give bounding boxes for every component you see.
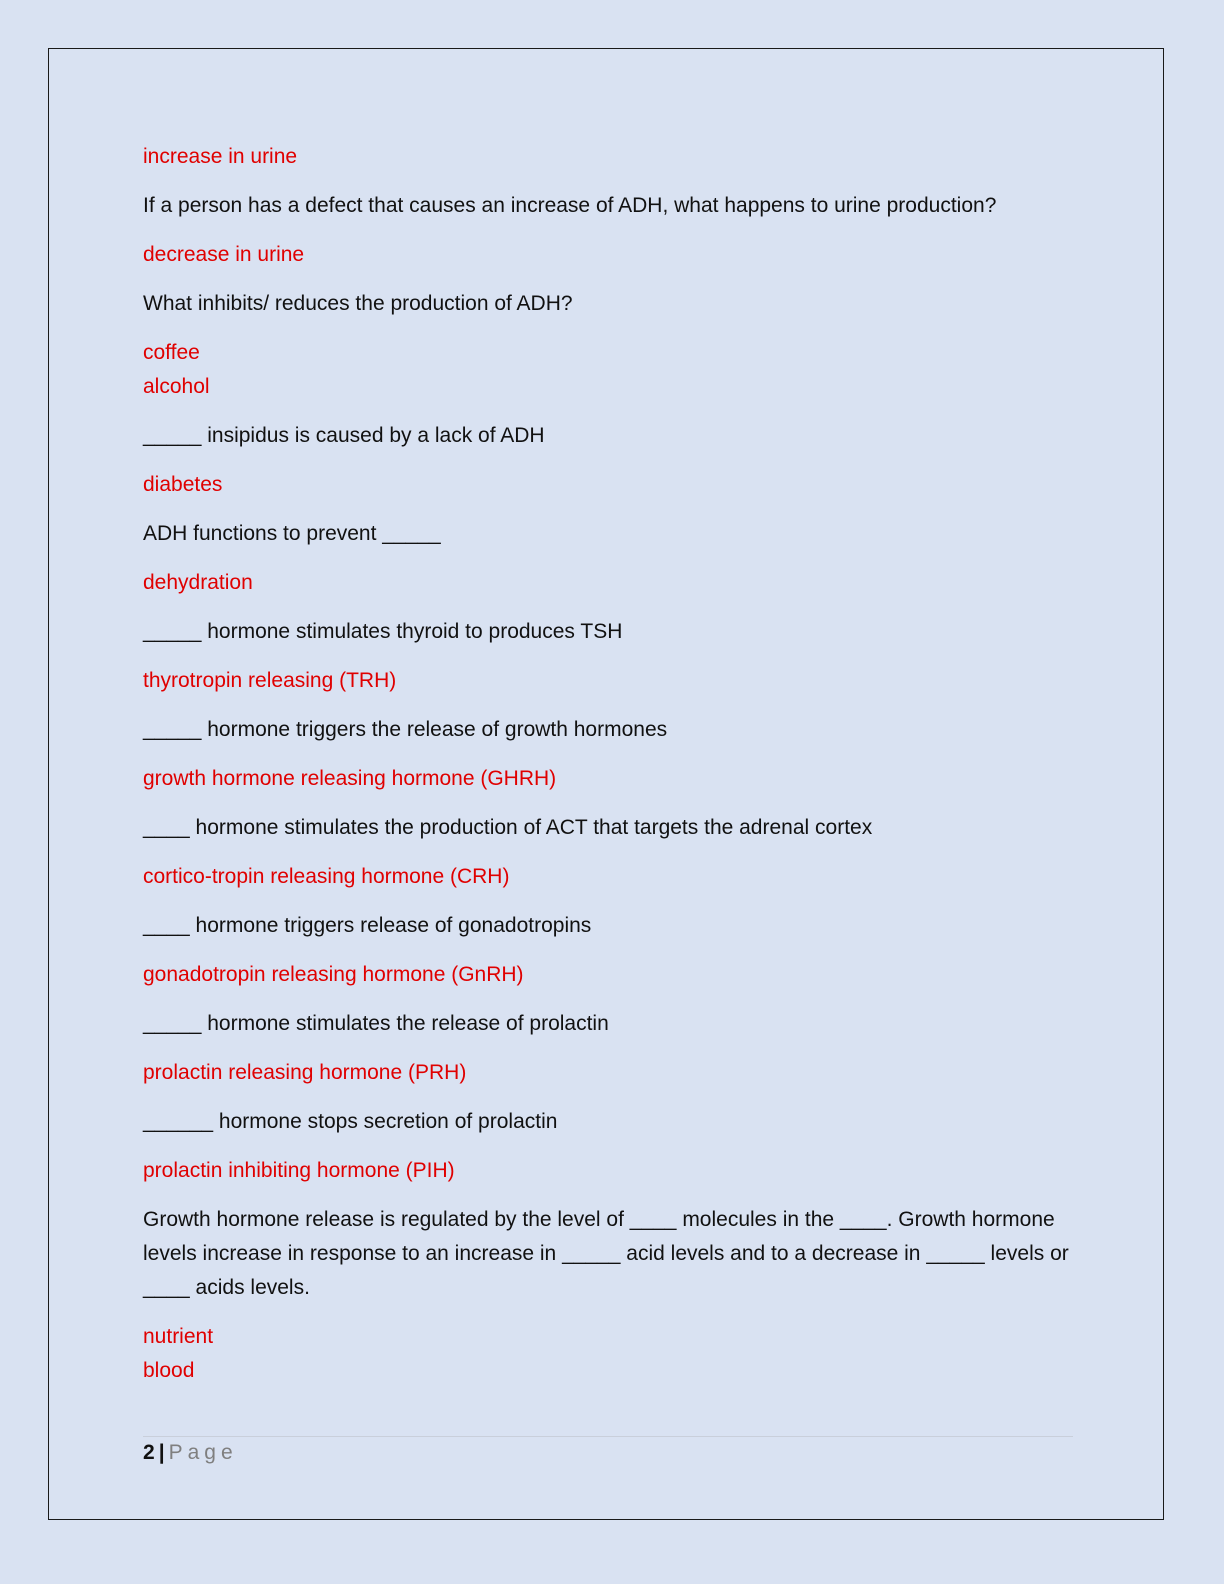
question-text: ADH functions to prevent _____ bbox=[143, 522, 441, 545]
page-footer bbox=[143, 1436, 1073, 1465]
question-text: ____ hormone stimulates the production of ACT that targets the adrenal cortex bbox=[143, 816, 873, 839]
question-text: ____ hormone triggers release of gonadotropins bbox=[143, 914, 592, 937]
answer-text: thyrotropin releasing (TRH) bbox=[143, 669, 397, 692]
page-label: Page bbox=[168, 1441, 238, 1464]
answer-text: dehydration bbox=[143, 571, 253, 594]
question-text: ______ hormone stops secretion of prolactin bbox=[143, 1110, 558, 1133]
question-text: _____ hormone stimulates thyroid to produces TSH bbox=[143, 620, 623, 643]
footer-separator: | bbox=[158, 1441, 165, 1464]
answer-text: alcohol bbox=[143, 375, 210, 398]
question-text: If a person has a defect that causes an increase of ADH, what happens to urine production? bbox=[143, 194, 997, 217]
answer-text: diabetes bbox=[143, 473, 223, 496]
document-body bbox=[143, 140, 1078, 1388]
question-text: _____ insipidus is caused by a lack of ADH bbox=[143, 424, 545, 447]
question-text: _____ hormone triggers the release of growth hormones bbox=[143, 718, 668, 741]
answer-text: blood bbox=[143, 1359, 195, 1382]
question-text: What inhibits/ reduces the production of ADH? bbox=[143, 292, 573, 315]
answer-text: gonadotropin releasing hormone (GnRH) bbox=[143, 963, 524, 986]
answer-text: nutrient bbox=[143, 1325, 214, 1348]
answer-text: growth hormone releasing hormone (GHRH) bbox=[143, 767, 557, 790]
page-number: 2 bbox=[143, 1441, 155, 1464]
answer-text: prolactin releasing hormone (PRH) bbox=[143, 1061, 467, 1084]
question-text: _____ hormone stimulates the release of prolactin bbox=[143, 1012, 609, 1035]
answer-text: increase in urine bbox=[143, 145, 298, 168]
answer-text: prolactin inhibiting hormone (PIH) bbox=[143, 1159, 455, 1182]
answer-text: coffee bbox=[143, 341, 200, 364]
question-paragraph: Growth hormone release is regulated by the level of ____ molecules in the ____. Growth hormone levels increase in response to an increase in _____ acid levels and to a decrease in _____ levels or ____ acids levels. bbox=[143, 1208, 1069, 1299]
answer-text: cortico-tropin releasing hormone (CRH) bbox=[143, 865, 510, 888]
answer-text: decrease in urine bbox=[143, 243, 305, 266]
